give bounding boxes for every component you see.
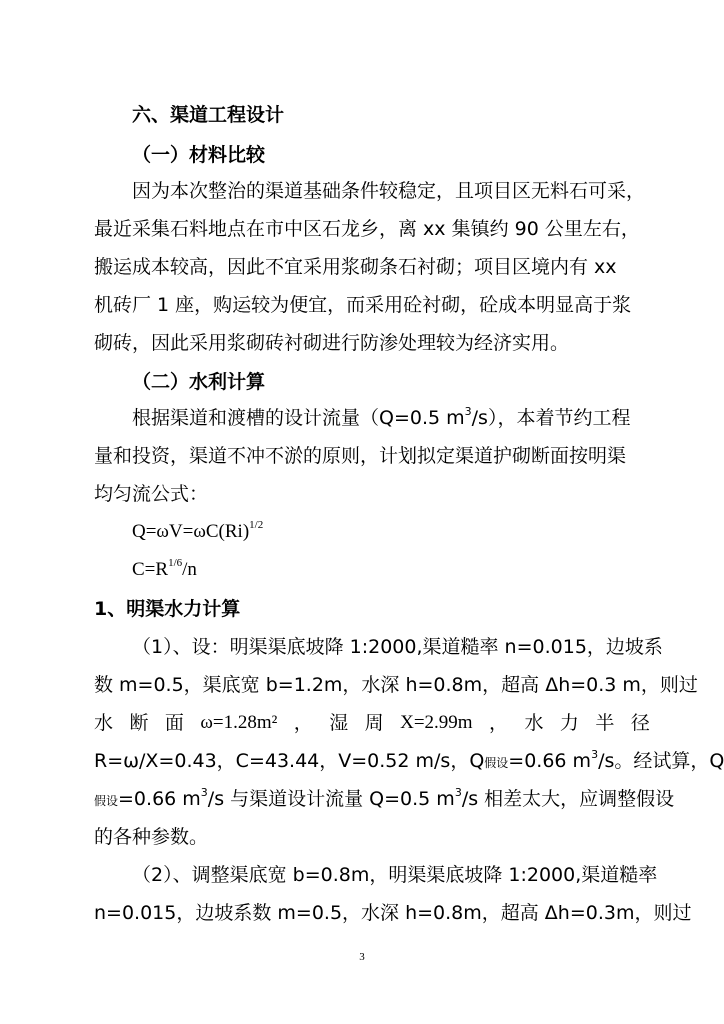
- text-run: X=2.99m: [400, 712, 473, 733]
- text-run: =0.66 m: [508, 750, 592, 772]
- superscript: 1/6: [168, 556, 183, 569]
- text-run: 水: [94, 712, 114, 734]
- paragraph-line: 的各种参数。: [94, 826, 209, 848]
- paragraph-line: 量和投资，渠道不冲不淤的原则，计划拟定渠道护砌断面按明渠: [94, 445, 627, 467]
- text-run: 周: [364, 712, 384, 734]
- materials-heading: （一）材料比较: [132, 144, 266, 166]
- section-heading: 六、渠道工程设计: [132, 104, 285, 126]
- page-number: 3: [359, 951, 365, 963]
- paragraph-line: 搬运成本较高，因此不宜采用浆砌条石衬砌；项目区境内有 xx: [94, 256, 617, 278]
- formula-q: [132, 519, 650, 545]
- paragraph-line: 最近采集石料地点在市中区石龙乡，离 xx 集镇约 90 公里左右，: [94, 218, 640, 240]
- superscript: 3: [591, 747, 599, 761]
- paragraph-line: 均匀流公式：: [94, 483, 209, 505]
- text-run: =0.66 m: [118, 788, 201, 810]
- formula-text: /n: [182, 559, 197, 580]
- superscript: 3: [454, 785, 462, 799]
- subscript: 假设: [94, 794, 119, 808]
- text-run: ，: [293, 712, 313, 734]
- hydraulic-heading: （二）水利计算: [132, 371, 266, 393]
- paragraph-line: 砌砖，因此采用浆砌砖衬砌进行防渗处理较为经济实用。: [94, 332, 570, 354]
- subscript: 假设: [484, 756, 509, 770]
- superscript: 3: [464, 404, 472, 418]
- paragraph-line-spaced: [94, 710, 650, 736]
- text-run: /s），本着节约工程: [471, 407, 631, 429]
- text-run: 力: [559, 712, 579, 734]
- paragraph-line: [94, 785, 675, 814]
- text-run: /s 相差太大，应调整假设: [461, 788, 675, 810]
- superscript: 1/2: [249, 518, 264, 531]
- formula-text: C=R: [132, 559, 169, 580]
- superscript: 3: [200, 785, 208, 799]
- text-run: 面: [164, 712, 184, 734]
- formula-c: [132, 557, 650, 583]
- text-run: /s 与渠道设计流量 Q=0.5 m: [207, 788, 455, 810]
- formula-text: Q=ωV=ωC(Ri): [132, 521, 250, 542]
- open-channel-heading: 1、明渠水力计算: [94, 598, 241, 620]
- text-run: 湿: [329, 712, 349, 734]
- text-run: 半: [595, 712, 615, 734]
- text-run: R=ω/X=0.43，C=43.44，V=0.52 m/s，Q: [94, 750, 485, 772]
- text-run: /s。经试算，Q: [598, 750, 724, 772]
- paragraph-line: [94, 747, 724, 776]
- paragraph-line: 机砖厂 1 座，购运较为便宜，而采用砼衬砌，砼成本明显高于浆: [94, 294, 632, 316]
- text-run: 径: [630, 712, 650, 734]
- paragraph-line: 因为本次整治的渠道基础条件较稳定，且项目区无料石可采，: [132, 180, 646, 202]
- paragraph-line: n=0.015，边坡系数 m=0.5，水深 h=0.8m，超高 Δh=0.3m，则过: [94, 902, 692, 924]
- paragraph-line: [132, 405, 650, 431]
- text-run: 水: [524, 712, 544, 734]
- paragraph-line: 数 m=0.5，渠底宽 b=1.2m，水深 h=0.8m，超高 Δh=0.3 m，则过: [94, 674, 698, 696]
- text-run: 根据渠道和渡槽的设计流量（Q=0.5 m: [132, 407, 465, 429]
- text-run: ω=1.28m²: [200, 712, 278, 733]
- paragraph-line: （1）、设：明渠渠底坡降 1:2000,渠道糙率 n=0.015，边坡系: [132, 636, 663, 658]
- paragraph-line: （2）、调整渠底宽 b=0.8m，明渠渠底坡降 1:2000,渠道糙率: [132, 864, 658, 886]
- text-run: 断: [129, 712, 149, 734]
- text-run: ，: [489, 712, 509, 734]
